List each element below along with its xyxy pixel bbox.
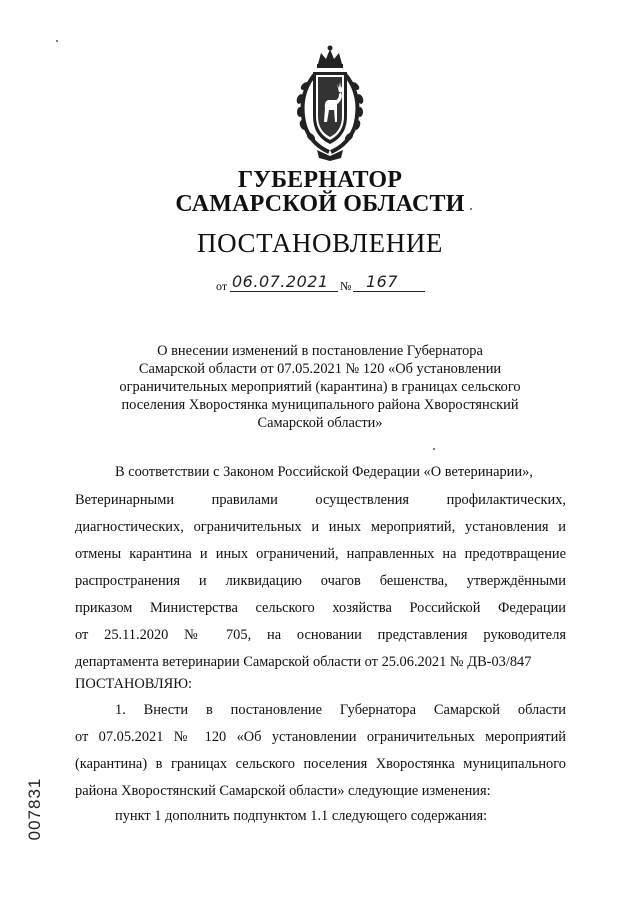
authority-title-line2: САМАРСКОЙ ОБЛАСТИ bbox=[175, 191, 465, 217]
body-line: распространения и ликвидацию очагов бешенства, утверждёнными bbox=[75, 573, 566, 589]
item-1-line: района Хворостянский Самарской области» следующие изменения: bbox=[75, 783, 491, 799]
item-1-line: от 07.05.2021 № 120 «Об установлении ограничительных мероприятий bbox=[75, 729, 566, 745]
subject-line: Самарской области от 07.05.2021 № 120 «Об установлении bbox=[138, 361, 502, 377]
subject-line: ограничительных мероприятий (карантина) в границах сельского bbox=[119, 379, 521, 395]
body-line: диагностических, ограничительных и иных мероприятий, установления и bbox=[75, 519, 566, 535]
body-line: от 25.11.2020 № 705, на основании представления руководителя bbox=[75, 627, 566, 643]
registration-stamp bbox=[24, 770, 46, 850]
date-number-line bbox=[216, 272, 446, 294]
item-1-line: (карантина) в границах сельского поселения Хворостянка муниципального bbox=[75, 756, 566, 772]
scan-speck bbox=[433, 448, 435, 450]
resolve-word: ПОСТАНОВЛЯЮ: bbox=[75, 676, 193, 692]
number-underline bbox=[353, 291, 425, 292]
subject-line: О внесении изменений в постановление Губернатора bbox=[157, 343, 483, 359]
samara-coat-of-arms-icon bbox=[291, 44, 369, 162]
body-line: отмены карантина и иных ограничений, направленных на предотвращение bbox=[75, 546, 566, 562]
subject-line: поселения Хворостянка муниципального района Хворостянский bbox=[121, 397, 519, 413]
body-line: Ветеринарными правилами осуществления профилактических, bbox=[75, 492, 566, 508]
body-line: департамента ветеринарии Самарской области от 25.06.2021 № ДВ-03/847 bbox=[75, 654, 532, 670]
number-prefix: № bbox=[340, 279, 352, 293]
decree-date: 06.07.2021 bbox=[232, 272, 329, 291]
item-1-subline: пункт 1 дополнить подпунктом 1.1 следующего содержания: bbox=[115, 808, 488, 824]
stamp-number: 007831 bbox=[25, 777, 44, 841]
subject-line: Самарской области» bbox=[257, 415, 383, 431]
document-type-title: ПОСТАНОВЛЕНИЕ bbox=[196, 228, 444, 258]
body-line: приказом Министерства сельского хозяйства Российской Федерации bbox=[75, 600, 566, 616]
scan-speck bbox=[56, 40, 58, 42]
date-underline bbox=[230, 291, 338, 292]
scan-speck bbox=[470, 208, 472, 210]
decree-number: 167 bbox=[366, 272, 399, 291]
date-prefix: от bbox=[216, 279, 228, 293]
authority-title-line1: ГУБЕРНАТОР bbox=[237, 167, 403, 193]
decree-subject bbox=[110, 342, 530, 432]
body-line: В соответствии с Законом Российской Федерации «О ветеринарии», bbox=[115, 464, 533, 480]
item-1-line: 1. Внести в постановление Губернатора Самарской области bbox=[115, 702, 566, 718]
